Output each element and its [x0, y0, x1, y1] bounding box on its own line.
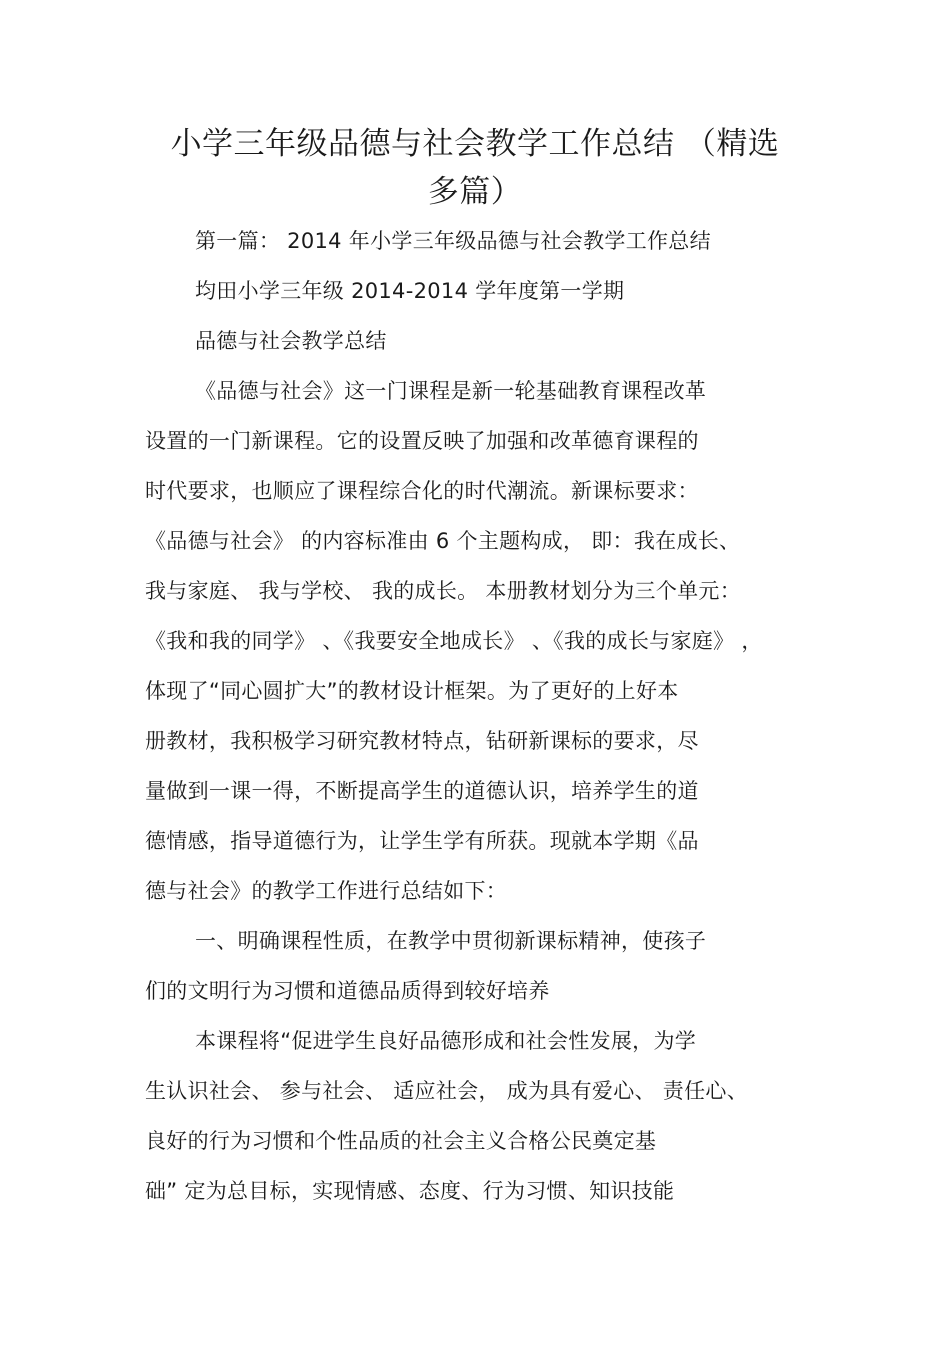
school-line: 均田小学三年级 2014-2014 学年度第一学期 [195, 279, 625, 303]
body-line: 我与家庭、 我与学校、 我的成长。 本册教材划分为三个单元： [145, 579, 742, 603]
body-line: 设置的一门新课程。它的设置反映了加强和改革德育课程的 [145, 429, 699, 453]
body-line: 《我和我的同学》 、《我要安全地成长》 、《我的成长与家庭》 ， [145, 629, 763, 653]
body-line: 体现了“同心圆扩大”的教材设计框架。为了更好的上好本 [145, 679, 679, 703]
body-line: 们的文明行为习惯和道德品质得到较好培养 [145, 979, 550, 1003]
body-line: 一、明确课程性质，在教学中贯彻新课标精神，使孩子 [195, 929, 707, 953]
section-heading: 品德与社会教学总结 [195, 329, 387, 353]
body-line: 《品德与社会》这一门课程是新一轮基础教育课程改革 [195, 379, 707, 403]
body-line: 良好的行为习惯和个性品质的社会主义合格公民奠定基 [145, 1129, 657, 1153]
subtitle-line: 第一篇： 2014 年小学三年级品德与社会教学工作总结 [195, 229, 711, 253]
document-title-line-2: 多篇） [427, 174, 523, 210]
body-line: 时代要求，也顺应了课程综合化的时代潮流。新课标要求： [145, 479, 699, 503]
body-line: 本课程将“促进学生良好品德形成和社会性发展，为学 [195, 1029, 697, 1053]
body-line: 生认识社会、 参与社会、 适应社会， 成为具有爱心、 责任心、 [145, 1079, 748, 1103]
body-line: 《品德与社会》 的内容标准由 6 个主题构成， 即：我在成长、 [145, 529, 741, 553]
document-title-line-1: 小学三年级品德与社会教学工作总结 （精选 [170, 126, 780, 162]
body-line: 德情感，指导道德行为，让学生学有所获。现就本学期《品 [145, 829, 699, 853]
body-line: 量做到一课一得，不断提高学生的道德认识，培养学生的道 [145, 779, 699, 803]
body-line: 册教材，我积极学习研究教材特点，钻研新课标的要求，尽 [145, 729, 699, 753]
body-line: 础” 定为总目标，实现情感、态度、行为习惯、知识技能 [145, 1179, 675, 1203]
body-line: 德与社会》的教学工作进行总结如下： [145, 879, 508, 903]
